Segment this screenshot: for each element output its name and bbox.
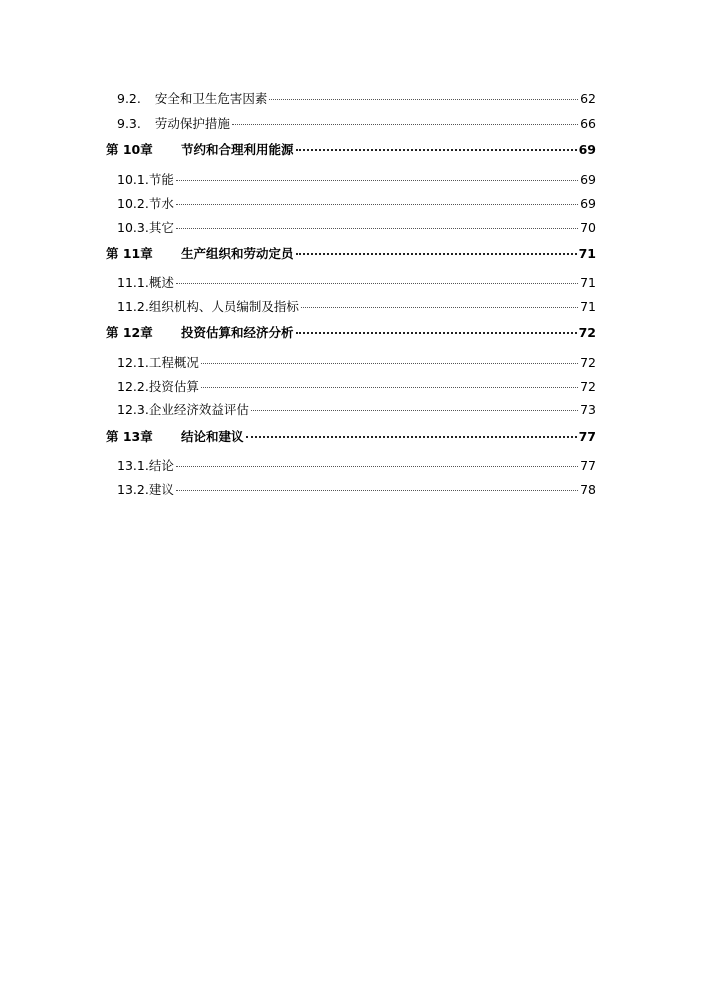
toc-page-number: 69 [578, 142, 596, 157]
toc-row [0, 194, 703, 214]
dot-leader [296, 332, 577, 334]
toc-entry[interactable] [117, 400, 596, 418]
toc-row [0, 480, 703, 500]
toc-entry[interactable] [117, 194, 596, 212]
toc-chapter-number: 第 12章 [106, 325, 153, 340]
toc-row [0, 353, 703, 373]
dot-leader [176, 180, 578, 181]
dot-leader [296, 149, 577, 151]
toc-page-number: 71 [580, 299, 596, 314]
toc-entry[interactable] [117, 377, 596, 395]
toc-entry[interactable] [117, 114, 596, 132]
toc-chapter-entry[interactable] [106, 427, 596, 445]
toc-row [0, 89, 703, 109]
toc-number: 12.1. [117, 355, 149, 370]
toc-number: 9.3. [117, 116, 141, 131]
toc-chapter-title: 结论和建议 [181, 429, 244, 444]
toc-entry[interactable] [117, 273, 596, 291]
toc-entry[interactable] [117, 456, 596, 474]
toc-chapter-title: 投资估算和经济分析 [181, 325, 294, 340]
toc-title: 投资估算 [148, 379, 199, 394]
dot-leader [176, 228, 578, 229]
toc-entry[interactable] [117, 297, 596, 315]
toc-number: 11.2. [117, 299, 149, 314]
toc-page-number: 72 [580, 355, 596, 370]
toc-number: 12.3. [117, 402, 149, 417]
toc-chapter-entry[interactable] [106, 244, 596, 262]
toc-row [0, 323, 703, 343]
dot-leader [251, 410, 578, 411]
toc-page-number: 72 [578, 325, 596, 340]
dot-leader [232, 124, 578, 125]
toc-page-number: 70 [580, 220, 596, 235]
toc-chapter-entry[interactable] [106, 323, 596, 341]
toc-title: 劳动保护措施 [154, 116, 230, 131]
dot-leader [301, 307, 578, 308]
toc-row [0, 114, 703, 134]
dot-leader [176, 490, 578, 491]
toc-chapter-number: 第 11章 [106, 246, 153, 261]
toc-row [0, 456, 703, 476]
toc-page-number: 77 [578, 429, 596, 444]
toc-chapter-number: 第 13章 [106, 429, 153, 444]
toc-row [0, 273, 703, 293]
toc-title: 建议 [148, 482, 174, 497]
toc-title: 结论 [148, 458, 174, 473]
toc-title: 概述 [148, 275, 174, 290]
dot-leader [201, 363, 578, 364]
toc-chapter-title: 节约和合理利用能源 [181, 142, 294, 157]
toc-title: 工程概况 [148, 355, 199, 370]
dot-leader [246, 436, 577, 438]
toc-page-number: 78 [580, 482, 596, 497]
toc-number: 13.1. [117, 458, 149, 473]
toc-title: 其它 [148, 220, 174, 235]
dot-leader [296, 253, 577, 255]
toc-row [0, 400, 703, 420]
toc-entry[interactable] [117, 218, 596, 236]
toc-title: 企业经济效益评估 [148, 402, 249, 417]
toc-page-number: 71 [578, 246, 596, 261]
dot-leader [176, 466, 578, 467]
toc-number: 13.2. [117, 482, 149, 497]
toc-page-number: 69 [580, 196, 596, 211]
toc-page-number: 66 [580, 116, 596, 131]
toc-row [0, 170, 703, 190]
toc-chapter-entry[interactable] [106, 140, 596, 158]
toc-page-number: 69 [580, 172, 596, 187]
toc-entry[interactable] [117, 89, 596, 107]
toc-number: 10.1. [117, 172, 149, 187]
toc-title: 节水 [148, 196, 174, 211]
toc-page-number: 77 [580, 458, 596, 473]
toc-entry[interactable] [117, 480, 596, 498]
toc-page-number: 71 [580, 275, 596, 290]
dot-leader [176, 204, 578, 205]
toc-page-number: 72 [580, 379, 596, 394]
toc-title: 组织机构、人员编制及指标 [148, 299, 299, 314]
toc-number: 10.3. [117, 220, 149, 235]
toc-row [0, 427, 703, 447]
toc-number: 11.1. [117, 275, 149, 290]
toc-title: 节能 [148, 172, 174, 187]
dot-leader [201, 387, 578, 388]
toc-entry[interactable] [117, 353, 596, 371]
toc-number: 10.2. [117, 196, 149, 211]
toc-chapter-title: 生产组织和劳动定员 [181, 246, 294, 261]
toc-title: 安全和卫生危害因素 [154, 91, 268, 106]
toc-row [0, 244, 703, 264]
dot-leader [176, 283, 578, 284]
toc-row [0, 140, 703, 160]
toc-chapter-number: 第 10章 [106, 142, 153, 157]
toc-row [0, 297, 703, 317]
toc-entry[interactable] [117, 170, 596, 188]
toc-number: 12.2. [117, 379, 149, 394]
toc-row [0, 218, 703, 238]
toc-row [0, 377, 703, 397]
toc-number: 9.2. [117, 91, 141, 106]
toc-page-number: 73 [580, 402, 596, 417]
dot-leader [269, 99, 578, 100]
toc-page-number: 62 [580, 91, 596, 106]
